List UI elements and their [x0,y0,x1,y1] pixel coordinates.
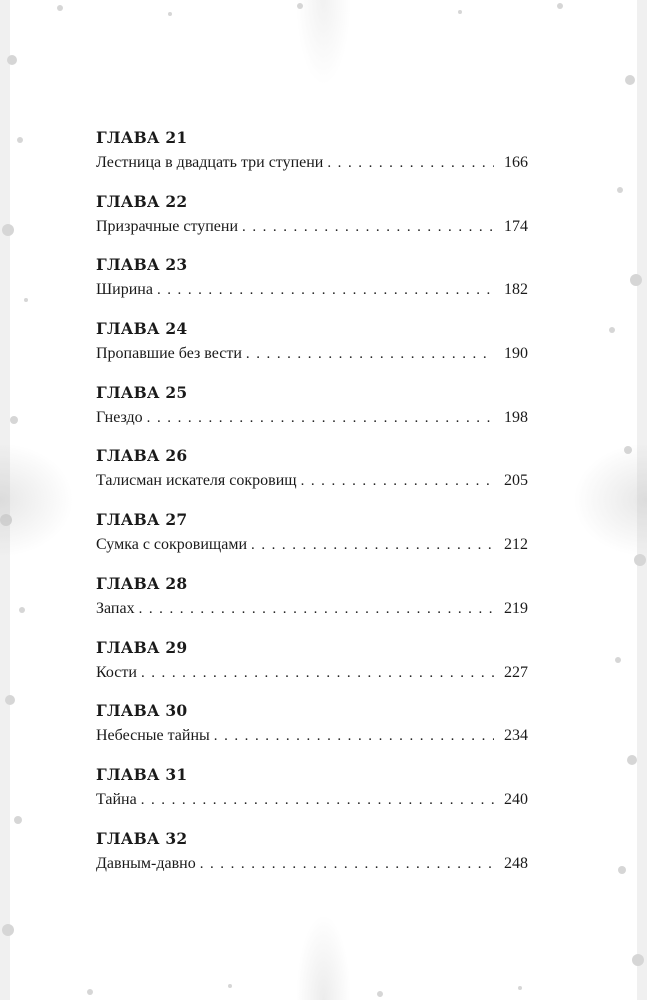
toc-entry[interactable] [96,470,528,494]
toc-entry[interactable] [96,279,528,303]
toc-entry[interactable] [96,725,528,749]
toc-entry[interactable] [96,216,528,240]
chapter-heading: ГЛАВА 27 [96,510,188,530]
toc-entry[interactable] [96,343,528,367]
chapter-title: Небесные тайны [96,727,210,745]
page-number: 234 [504,727,528,745]
dot-leader [157,279,494,301]
dot-leader [301,470,494,492]
page-number: 190 [504,345,528,363]
toc-chapter [96,701,528,765]
chapter-heading: ГЛАВА 22 [96,191,188,211]
toc-chapter [96,446,528,510]
chapter-title: Ширина [96,281,153,299]
chapter-heading: ГЛАВА 32 [96,828,188,848]
dot-leader [251,534,494,556]
chapter-heading: ГЛАВА 30 [96,701,188,721]
chapter-title: Сумка с сокровищами [96,536,248,554]
page-number: 227 [504,663,528,681]
toc-entry[interactable] [96,534,528,558]
toc-chapter [96,829,528,893]
toc-entry[interactable] [96,407,528,431]
toc-chapter [96,383,528,447]
chapter-title: Кости [96,663,137,681]
toc-chapter [96,192,528,256]
page-number: 166 [504,154,528,171]
toc-chapter [96,638,528,702]
toc-chapter [96,319,528,383]
page-number: 198 [504,408,528,426]
chapter-heading: ГЛАВА 28 [96,573,188,593]
chapter-title: Запах [96,599,135,617]
chapter-title: Лестница в двадцать три ступени [96,154,324,171]
toc-chapter [96,128,528,192]
chapter-heading: ГЛАВА 31 [96,764,188,784]
chapter-heading: ГЛАВА 21 [96,128,188,147]
chapter-heading: ГЛАВА 23 [96,255,188,275]
chapter-title: Пропавшие без вести [96,345,242,363]
chapter-heading: ГЛАВА 26 [96,446,188,466]
page-number: 240 [504,790,528,808]
toc-entry[interactable] [96,152,528,176]
dot-leader [200,853,494,875]
dot-leader [147,407,494,429]
page-number: 219 [504,599,528,617]
page-number: 205 [504,472,528,490]
dot-leader [141,662,494,684]
table-of-contents [96,128,528,892]
chapter-title: Тайна [96,790,137,808]
chapter-title: Давным-давно [96,854,196,872]
dot-leader [141,789,494,811]
toc-entry[interactable] [96,853,528,877]
chapter-heading: ГЛАВА 29 [96,637,188,657]
toc-chapter [96,255,528,319]
page-number: 174 [504,217,528,235]
chapter-title: Талисман искателя сокровищ [96,472,297,490]
toc-chapter [96,574,528,638]
dot-leader [214,725,494,747]
chapter-heading: ГЛАВА 24 [96,319,188,339]
dot-leader [246,343,494,365]
chapter-title: Гнездо [96,408,143,426]
toc-entry[interactable] [96,662,528,686]
chapter-title: Призрачные ступени [96,217,239,235]
page-number: 248 [504,854,528,872]
toc-chapter [96,510,528,574]
toc-entry[interactable] [96,789,528,813]
dot-leader [327,152,494,174]
page-number: 182 [504,281,528,299]
page-number: 212 [504,536,528,554]
chapter-heading: ГЛАВА 25 [96,382,188,402]
toc-entry[interactable] [96,598,528,622]
dot-leader [242,216,494,238]
dot-leader [139,598,494,620]
toc-chapter [96,765,528,829]
